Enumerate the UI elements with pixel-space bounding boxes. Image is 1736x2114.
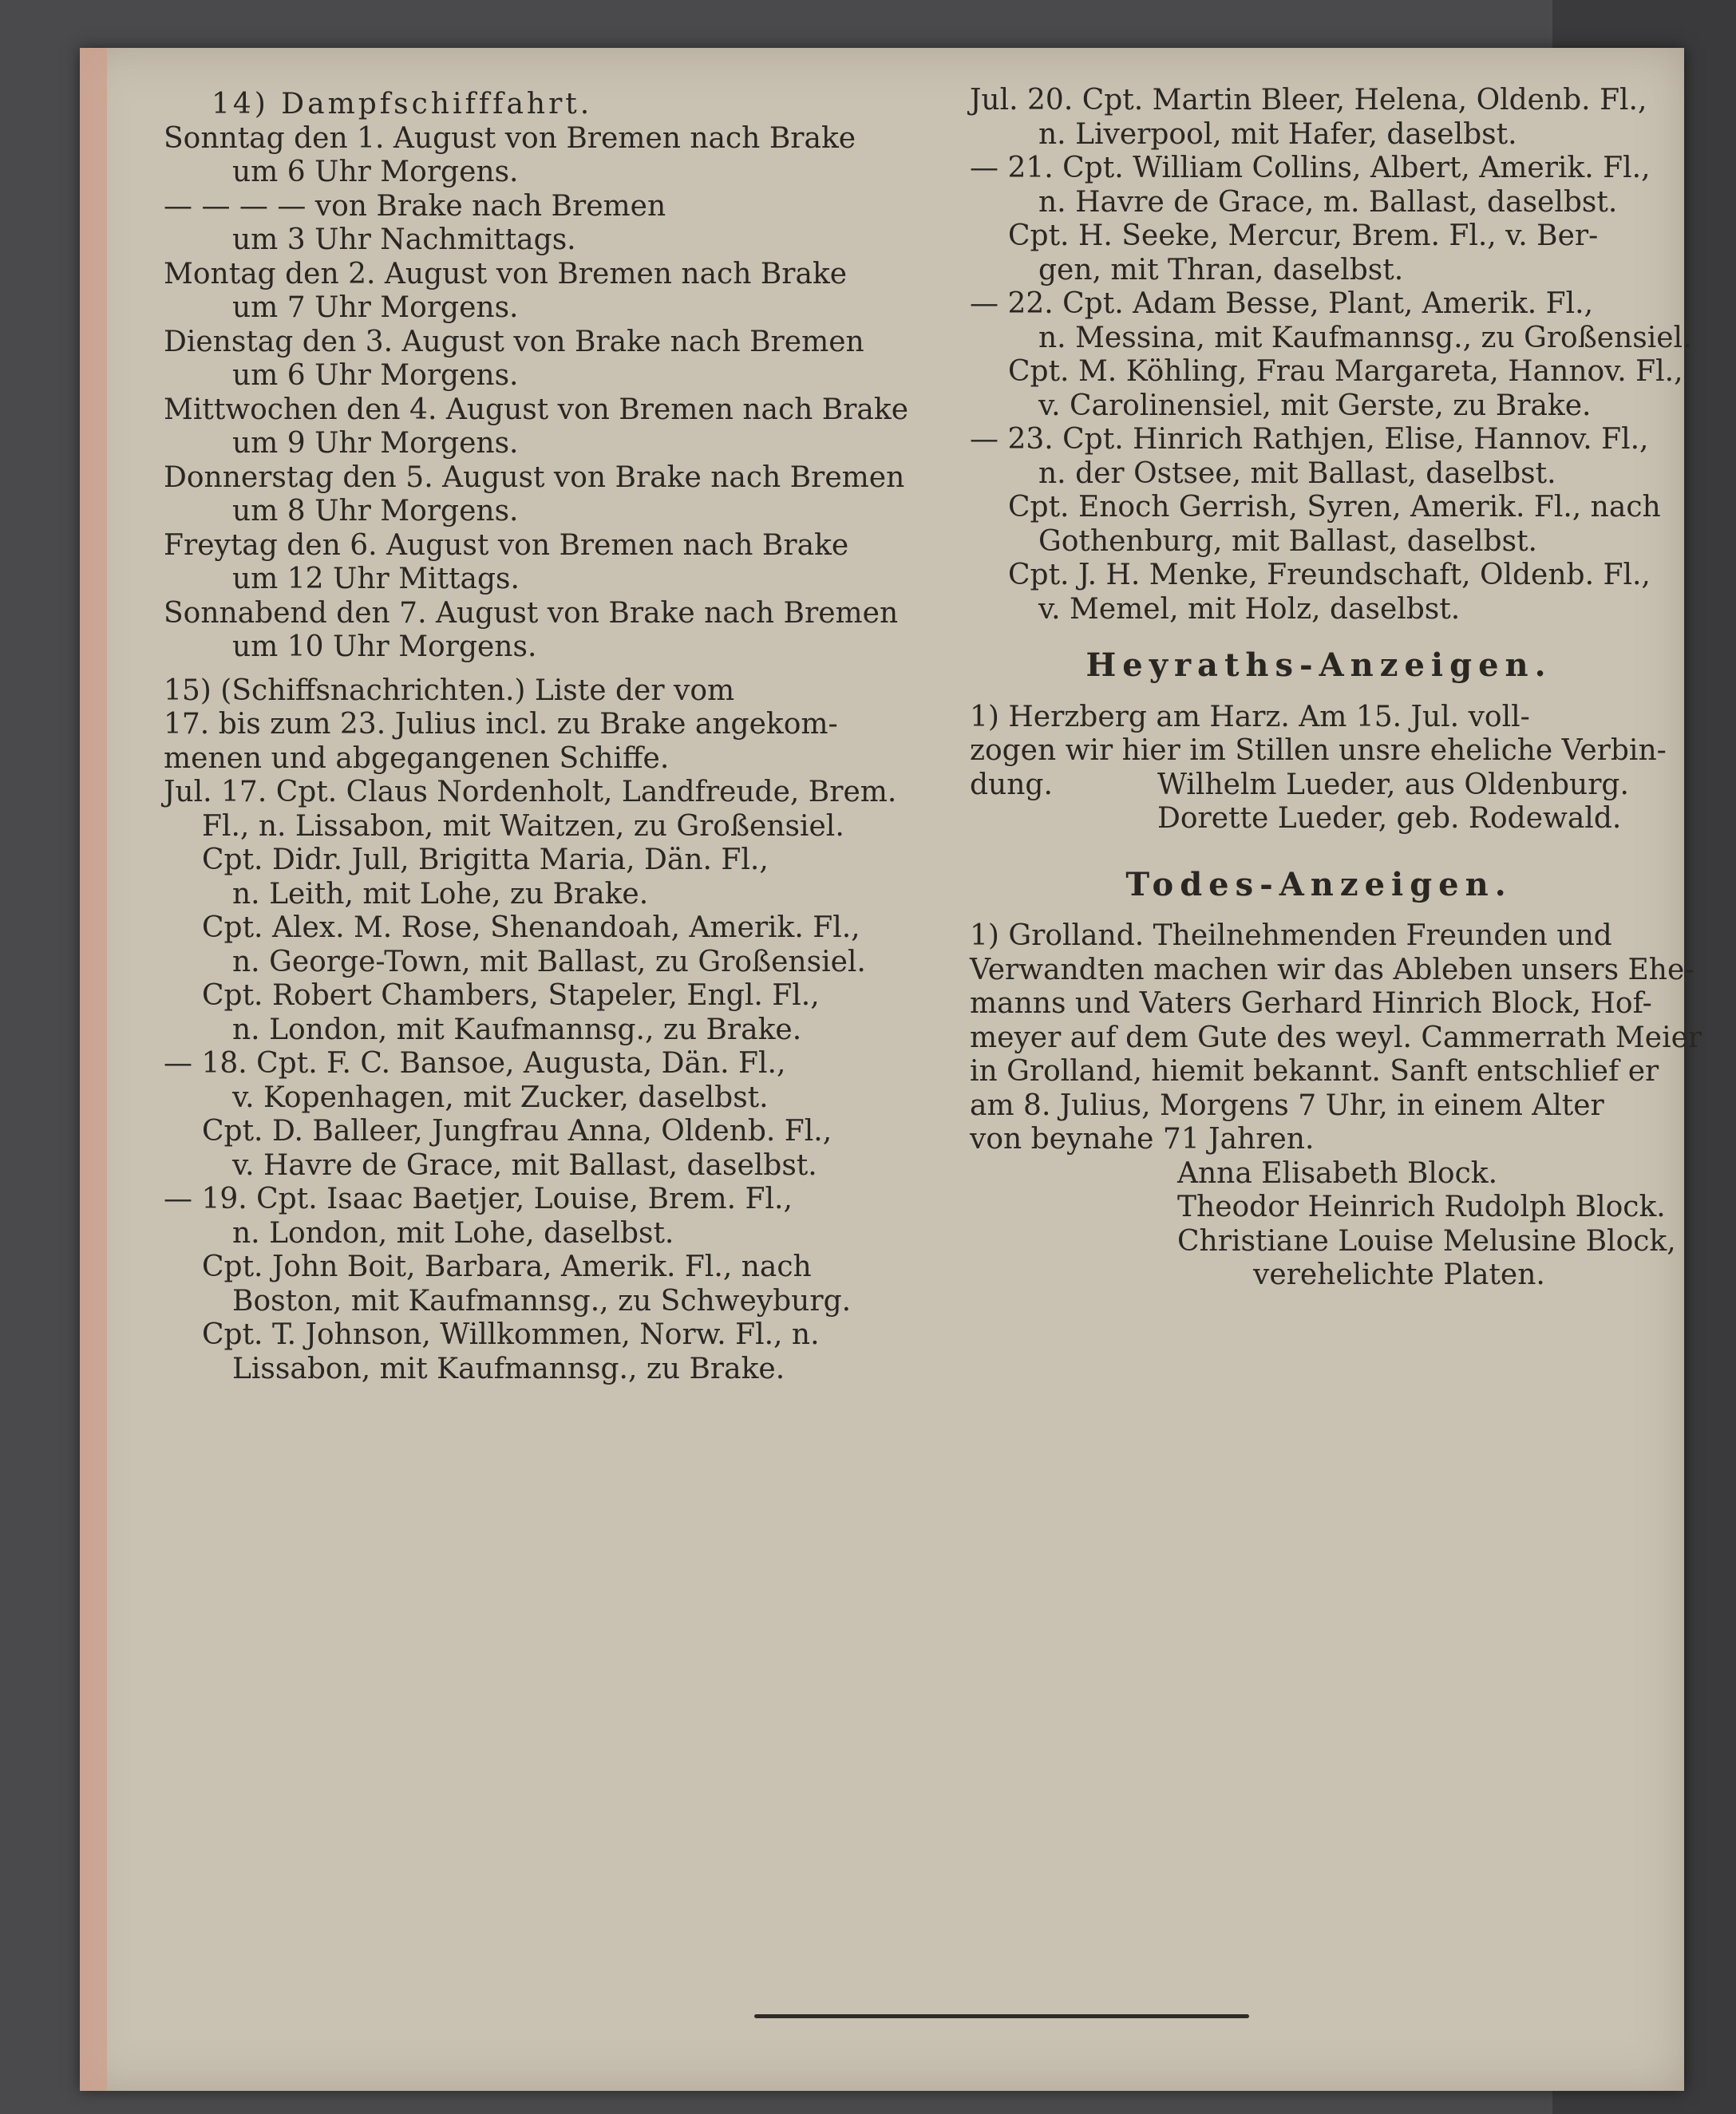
ship-news-line: n. Havre de Grace, m. Ballast, daselbst. (1038, 185, 1618, 219)
steam-schedule-line: um 9 Uhr Morgens. (232, 427, 519, 460)
section-divider (754, 2014, 1249, 2018)
ship-news-line: gen, mit Thran, daselbst. (1038, 253, 1404, 286)
marriage-heading: Heyraths-Anzeigen. (1085, 646, 1552, 684)
death-notice-line: in Grolland, hiemit bekannt. Sanft entschlief er (970, 1055, 1659, 1088)
ship-news-line: v. Kopenhagen, mit Zucker, daselbst. (232, 1081, 769, 1114)
steam-schedule-line: Mittwochen den 4. August von Bremen nach Brake (164, 393, 909, 426)
ship-news-line: n. Messina, mit Kaufmannsg., zu Großensiel. (1038, 321, 1692, 354)
ship-news-line: Cpt. Enoch Gerrish, Syren, Amerik. Fl., nach (1008, 491, 1661, 524)
page-edge-stain (80, 48, 107, 2091)
ship-news-line: Cpt. Didr. Jull, Brigitta Maria, Dän. Fl., (202, 844, 769, 876)
ship-news-line: — 22. Cpt. Adam Besse, Plant, Amerik. Fl., (970, 287, 1594, 320)
death-notice-line: meyer auf dem Gute des weyl. Cammerrath Meier (970, 1021, 1702, 1054)
death-notice-line: Verwandten machen wir das Ableben unsers Ehe- (970, 953, 1694, 986)
marriage-signature: Dorette Lueder, geb. Rodewald. (1157, 802, 1622, 835)
ship-news-line: Fl., n. Lissabon, mit Waitzen, zu Großensiel. (202, 809, 844, 843)
steam-schedule-line: um 6 Uhr Morgens. (232, 156, 519, 188)
ship-news-line: Cpt. D. Balleer, Jungfrau Anna, Oldenb. Fl., (202, 1115, 832, 1148)
marriage-word: dung. (970, 768, 1053, 801)
death-signatures (970, 1156, 1676, 1293)
ship-news-line: n. London, mit Kaufmannsg., zu Brake. (232, 1013, 802, 1046)
death-notice-line: am 8. Julius, Morgens 7 Uhr, in einem Alter (970, 1089, 1604, 1122)
steam-schedule-line: um 8 Uhr Morgens. (232, 495, 519, 528)
marriage-line (970, 769, 1668, 803)
ship-news-line: Cpt. H. Seeke, Mercur, Brem. Fl., v. Ber- (1008, 219, 1599, 252)
steam-schedule-line: Montag den 2. August von Bremen nach Brake (164, 257, 848, 290)
ship-news-line: — 19. Cpt. Isaac Baetjer, Louise, Brem. Fl., (164, 1183, 793, 1215)
death-signature: Theodor Heinrich Rudolph Block. (1177, 1191, 1666, 1223)
steam-schedule-line: Sonnabend den 7. August von Brake nach Bremen (164, 596, 899, 630)
ship-news-line: n. London, mit Lohe, daselbst. (232, 1216, 674, 1250)
death-signature: Anna Elisabeth Block. (1177, 1156, 1498, 1190)
steam-schedule-line: um 3 Uhr Nachmittags. (232, 223, 576, 256)
ship-news-line: — 21. Cpt. William Collins, Albert, Amerik. Fl., (970, 152, 1651, 184)
left-column (164, 88, 954, 1386)
ship-news-line: n. Leith, mit Lohe, zu Brake. (232, 877, 649, 911)
ship-news-line: Cpt. Alex. M. Rose, Shenandoah, Amerik. Fl., (202, 911, 860, 944)
death-notice-line: 1) Grolland. Theilnehmenden Freunden und (970, 919, 1612, 952)
ship-news-line: — 18. Cpt. F. C. Bansoe, Augusta, Dän. Fl., (164, 1047, 786, 1080)
marriage-line: 1) Herzberg am Harz. Am 15. Jul. voll- (970, 700, 1530, 733)
steam-schedule-line: — — — — von Brake nach Bremen (164, 189, 666, 223)
ship-news-line: Boston, mit Kaufmannsg., zu Schweyburg. (232, 1284, 852, 1318)
steam-section-heading: 14) Dampfschifffahrt. (212, 88, 593, 121)
steam-schedule-line: Dienstag den 3. August von Brake nach Bremen (164, 325, 864, 358)
right-column (970, 84, 1702, 1293)
steam-schedule (164, 122, 954, 665)
ship-news-line: Cpt. M. Köhling, Frau Margareta, Hannov. Fl., (1008, 355, 1683, 388)
ship-news-line: n. George-Town, mit Ballast, zu Großensiel. (232, 945, 866, 978)
ship-news-line: Cpt. John Boit, Barbara, Amerik. Fl., nach (202, 1251, 812, 1283)
death-notice-line: manns und Vaters Gerhard Hinrich Block, Hof- (970, 987, 1652, 1020)
ship-news-line: 17. bis zum 23. Julius incl. zu Brake angekom- (164, 708, 838, 741)
ship-news-line: v. Carolinensiel, mit Gerste, zu Brake. (1038, 389, 1592, 422)
steam-schedule-line: Sonntag den 1. August von Bremen nach Brake (164, 121, 856, 155)
marriage-signature: Wilhelm Lueder, aus Oldenburg. (1157, 768, 1629, 801)
marriage-line: zogen wir hier im Stillen unsre eheliche Verbin- (970, 734, 1667, 767)
steam-schedule-line: Freytag den 6. August von Bremen nach Brake (164, 528, 849, 562)
death-notice (970, 919, 1702, 1157)
ship-news-line: Jul. 17. Cpt. Claus Nordenholt, Landfreude, Brem. (164, 776, 897, 808)
death-signature: Christiane Louise Melusine Block, (1177, 1224, 1676, 1258)
ship-news-left (164, 674, 954, 1387)
steam-schedule-line: um 10 Uhr Morgens. (232, 630, 537, 663)
ship-news-line: v. Havre de Grace, mit Ballast, daselbst. (232, 1148, 817, 1182)
ship-news-line: Jul. 20. Cpt. Martin Bleer, Helena, Oldenb. Fl., (970, 84, 1647, 117)
ship-news-line: 15) (Schiffsnachrichten.) Liste der vom (164, 674, 735, 707)
steam-schedule-line: Donnerstag den 5. August von Brake nach Bremen (164, 460, 905, 494)
ship-news-line: v. Memel, mit Holz, daselbst. (1038, 592, 1461, 626)
ship-news-line: — 23. Cpt. Hinrich Rathjen, Elise, Hannov. Fl., (970, 423, 1649, 456)
death-signature: verehelichte Platen. (1253, 1259, 1545, 1291)
steam-schedule-line: um 7 Uhr Morgens. (232, 291, 519, 324)
ship-news-line: Cpt. Robert Chambers, Stapeler, Engl. Fl., (202, 979, 820, 1012)
ship-news-line: Lissabon, mit Kaufmannsg., zu Brake. (232, 1352, 785, 1385)
ship-news-line: Cpt. T. Johnson, Willkommen, Norw. Fl., n. (202, 1318, 820, 1351)
ship-news-line: menen und abgegangenen Schiffe. (164, 741, 670, 775)
ship-news-line: Gothenburg, mit Ballast, daselbst. (1038, 524, 1537, 558)
ship-news-right (970, 84, 1692, 626)
ship-news-line: n. der Ostsee, mit Ballast, daselbst. (1038, 456, 1556, 490)
ship-news-line: n. Liverpool, mit Hafer, daselbst. (1038, 117, 1517, 151)
death-heading: Todes-Anzeigen. (1125, 865, 1513, 903)
steam-schedule-line: um 12 Uhr Mittags. (232, 563, 520, 595)
ship-news-line: Cpt. J. H. Menke, Freundschaft, Oldenb. Fl., (1008, 559, 1651, 591)
death-notice-line: von beynahe 71 Jahren. (970, 1123, 1315, 1156)
steam-schedule-line: um 6 Uhr Morgens. (232, 359, 519, 392)
